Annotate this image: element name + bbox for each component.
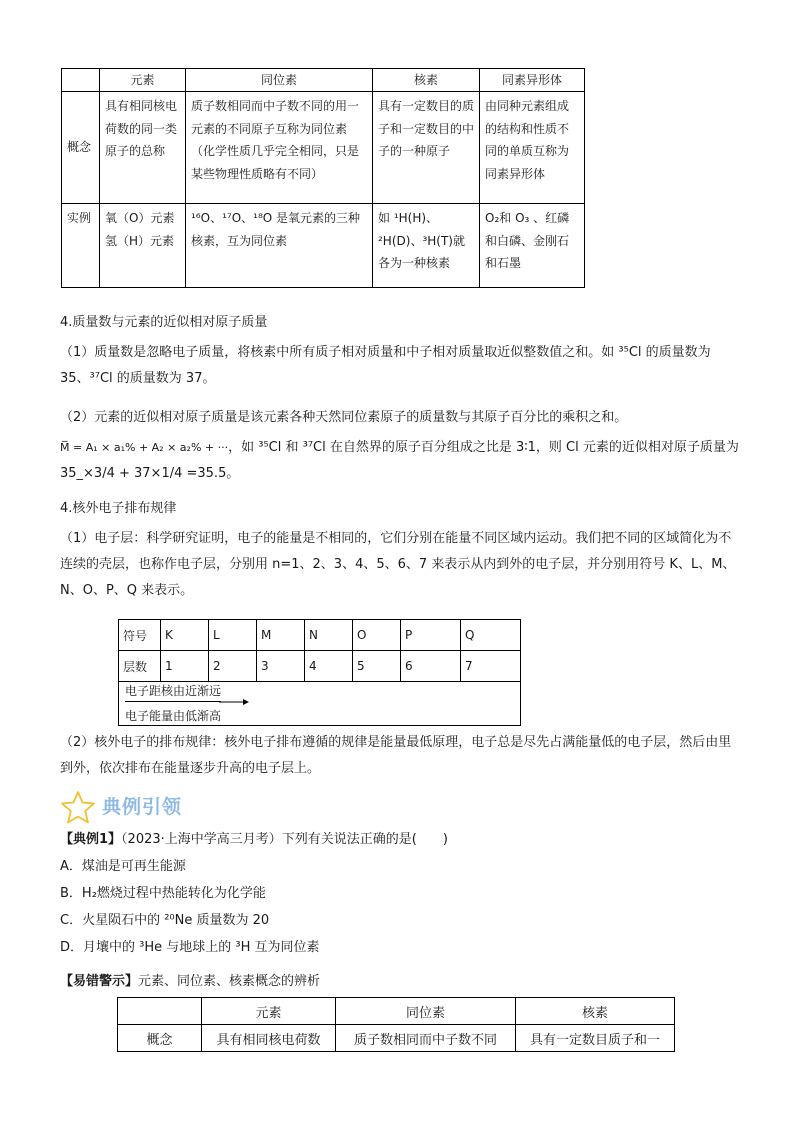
table1-header-isotope: 同位素 <box>186 69 373 92</box>
table3-row-label: 概念 <box>118 1025 202 1052</box>
table1-cell: 质子数相同而中子数不同的用一元素的不同原子互称为同位素（化学性质几乎完全相同，只是某些物理性质略有不同） <box>186 92 373 204</box>
concept-discrimination-table <box>117 997 675 1052</box>
table3-header-element: 元素 <box>202 998 336 1025</box>
table1-cell: 如 ¹H(H)、²H(D)、³H(T)就各为一种核素 <box>373 204 480 288</box>
trend-arrow-icon <box>219 697 249 707</box>
table3-header-nuclide: 核素 <box>516 998 675 1025</box>
warning-tag: 【易错警示】 <box>60 974 139 989</box>
table2-layer: 4 <box>305 651 353 682</box>
table2-symbol: K <box>161 620 209 651</box>
table2-symbol: P <box>401 620 461 651</box>
table2-symbol: M <box>257 620 305 651</box>
table2-layer: 3 <box>257 651 305 682</box>
example-section-title: 典例引领 <box>102 796 183 818</box>
table1-cell: 由同种元素组成的结构和性质不同的单质互称为同素异形体 <box>480 92 585 204</box>
option-c: C．火星陨石中的 ²⁰Ne 质量数为 20 <box>60 913 270 928</box>
example-question <box>60 829 448 851</box>
warning-text: 元素、同位素、核素概念的辨析 <box>138 974 321 989</box>
table2-note-distance: 电子距核由近渐远 <box>125 682 221 702</box>
electron-shell-table <box>118 619 521 726</box>
option-a: A．煤油是可再生能源 <box>60 859 186 874</box>
table3-cell: 具有一定数目质子和一 <box>516 1025 675 1052</box>
table1-cell: ¹⁶O、¹⁷O、¹⁸O 是氧元素的三种核素，互为同位素 <box>186 204 373 288</box>
example-tag: 【典例1】 <box>60 832 122 847</box>
table2-layer: 7 <box>461 651 521 682</box>
table2-layer: 6 <box>401 651 461 682</box>
warning-line <box>60 971 320 993</box>
table3-header-isotope: 同位素 <box>336 998 516 1025</box>
table3-cell: 质子数相同而中子数不同 <box>336 1025 516 1052</box>
electron-heading: 4.核外电子排布规律 <box>60 501 177 516</box>
table2-symbol: L <box>209 620 257 651</box>
table2-layer: 2 <box>209 651 257 682</box>
table2-symbol: O <box>353 620 401 651</box>
option-b: B．H₂燃烧过程中热能转化为化学能 <box>60 886 266 901</box>
mass-formula: M̅ = A₁ × a₁% + A₂ × a₂% + ··· <box>60 441 229 454</box>
table2-symbol: N <box>305 620 353 651</box>
table1-header-allotrope: 同素异形体 <box>480 69 585 92</box>
table2-layer: 1 <box>161 651 209 682</box>
electron-paragraph-2: （2）核外电子的排布规律：核外电子排布遵循的规律是能量最低原理，电子总是尽先占满能量低的电子层，然后由里到外，依次排布在能量逐步升高的电子层上。 <box>60 735 732 776</box>
mass-paragraph-3 <box>60 435 740 487</box>
table2-layer: 5 <box>353 651 401 682</box>
mass-paragraph-2: （2）元素的近似相对原子质量是该元素各种天然同位素原子的质量数与其原子百分比的乘积之和。 <box>60 410 628 425</box>
table1-row-label-example: 实例 <box>62 204 100 288</box>
table1-header-element: 元素 <box>100 69 186 92</box>
option-d: D．月壤中的 ³He 与地球上的 ³H 互为同位素 <box>60 940 320 955</box>
table1-cell: 具有相同核电荷数的同一类原子的总称 <box>100 92 186 204</box>
table1-cell: 具有一定数目的质子和一定数目的中子的一种原子 <box>373 92 480 204</box>
concept-comparison-table <box>61 68 585 288</box>
table1-row-label-concept: 概念 <box>62 92 100 204</box>
table2-trend-cell <box>119 682 521 726</box>
mass-paragraph-3-text: ，如 ³⁵Cl 和 ³⁷Cl 在自然界的原子百分组成之比是 3∶1，则 Cl 元素的近似相对原子质量为 35_×3/4 + 37×1/4 =35.5。 <box>60 440 739 481</box>
star-icon <box>60 790 96 824</box>
example-question-text: （2023·上海中学高三月考）下列有关说法正确的是( ) <box>121 832 448 847</box>
table2-label-layer: 层数 <box>119 651 161 682</box>
table1-corner <box>62 69 100 92</box>
table1-cell: 氧（O）元素 氢（H）元素 <box>100 204 186 288</box>
mass-paragraph-1: （1）质量数是忽略电子质量，将核素中所有质子相对质量和中子相对质量取近似整数值之和。如 ³⁵Cl 的质量数为 35、³⁷Cl 的质量数为 37。 <box>60 345 711 386</box>
table3-cell: 具有相同核电荷数 <box>202 1025 336 1052</box>
electron-paragraph-1: （1）电子层：科学研究证明，电子的能量是不相同的，它们分别在能量不同区域内运动。我们把不同的区域简化为不连续的壳层，也称作电子层，分别用 n=1、2、3、4、5、6、7 来表示从内到外的电子层，并分别用符号 K、L、M、N、O、P、Q 来表示。 <box>60 531 736 598</box>
table2-symbol: Q <box>461 620 521 651</box>
table1-cell: O₂和 O₃ 、红磷和白磷、金刚石和石墨 <box>480 204 585 288</box>
mass-heading: 4.质量数与元素的近似相对原子质量 <box>60 315 268 330</box>
table3-corner <box>118 998 202 1025</box>
table1-header-nuclide: 核素 <box>373 69 480 92</box>
table2-note-energy: 电子能量由低渐高 <box>125 709 222 723</box>
table2-label-symbol: 符号 <box>119 620 161 651</box>
